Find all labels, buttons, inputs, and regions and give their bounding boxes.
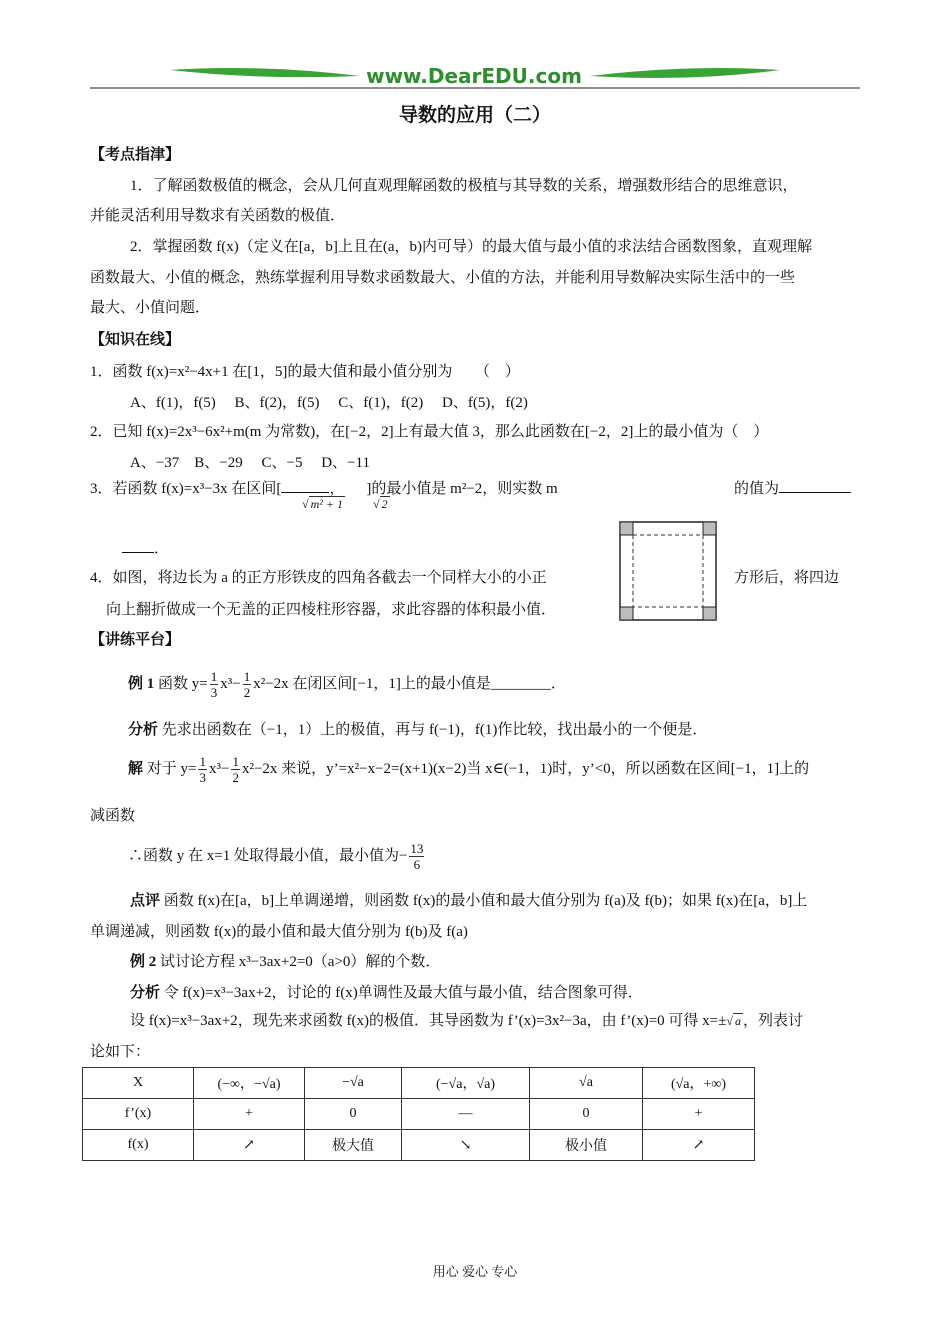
- fraction-thirteen-sixths: $\frac{13}{6}$: [410, 841, 424, 873]
- table-cell: 0: [530, 1099, 643, 1130]
- kaodian-p1-line1: 1．了解函数极值的概念，会从几何直观理解函数的极植与其导数的关系，增强数形结合的思维意识，: [130, 178, 798, 194]
- corner-cut: [620, 607, 633, 620]
- solution-1-label: 解: [128, 761, 144, 777]
- section-heading-kaodian: 【考点指津】: [90, 147, 181, 163]
- corner-cut: [703, 522, 716, 535]
- table-cell: (−∞，−√a): [194, 1068, 305, 1099]
- answer-blank: [122, 538, 154, 553]
- table-cell: 极小值: [530, 1130, 643, 1161]
- example-2-label: 例 2: [130, 954, 157, 970]
- kaodian-p2-line2: 函数最大、小值的概念，熟练掌握利用导数求函数最大、小值的方法，并能利用导数解决实际生活中的一些: [90, 270, 796, 286]
- section-heading-zhishi: 【知识在线】: [90, 332, 181, 348]
- fraction-one-third: $\frac{1}{3}$: [210, 669, 218, 701]
- table-cell: ↘: [402, 1130, 530, 1161]
- analysis-1-label: 分析: [128, 722, 159, 738]
- answer-blank: [779, 478, 851, 493]
- sign-table: [82, 1067, 755, 1161]
- table-cell: 0: [305, 1099, 402, 1130]
- setup-line1: 设 f(x)=x³−3ax+2，现先来求函数 f(x)的极值．其导函数为 f’(x)=3x²−3a，由 f’(x)=0 可得 x=±√ a ，列表讨: [130, 1013, 803, 1029]
- table-cell: (−√a，√a): [402, 1068, 530, 1099]
- fraction-one-third: $\frac{1}{3}$: [199, 754, 206, 786]
- analysis-2-label: 分析: [130, 985, 161, 1001]
- table-row: [83, 1130, 755, 1161]
- sqrt-2: √ 2: [373, 497, 388, 511]
- table-cell: 极大值: [305, 1130, 402, 1161]
- question-1: 1．函数 f(x)=x²−4x+1 在[1，5]的最大值和最小值分别为 （ ）: [90, 364, 520, 380]
- analysis-2: 分析 令 f(x)=x³−3ax+2，讨论的 f(x)单调性及最大值与最小值，结合图象可得．: [130, 985, 643, 1001]
- table-cell: —: [402, 1099, 530, 1130]
- table-row: [83, 1068, 755, 1099]
- question-4-line2: 向上翻折做成一个无盖的正四棱柱形容器，求此容器的体积最小值．: [106, 602, 557, 618]
- question-3-part2: ]的最小值是 m²−2，则实数 m: [366, 481, 558, 497]
- answer-blank: [344, 479, 366, 493]
- question-3-comma: ，: [329, 481, 345, 497]
- kaodian-p2-line1: 2．掌握函数 f(x)（定义在[a，b]上且在(a，b)内可导）的最大值与最小值的求法结合函数图象，直观理解: [130, 239, 813, 255]
- section-heading-jianglian: 【讲练平台】: [90, 632, 181, 648]
- kaodian-p1-line2: 并能灵活利用导数求有关函数的极值．: [90, 208, 346, 224]
- table-row: [83, 1099, 755, 1130]
- page-title: 导数的应用（二）: [398, 105, 551, 126]
- solution-1: 解 对于 y= $\frac{1}{3}$ x³− $\frac{1}{2}$ x²−2x 来说，y’=x²−x−2=(x+1)(x−2)当 x∈(−1，1)时，y’<0，所以函数在区间[−1，1]上的: [128, 754, 810, 786]
- table-cell: ↗: [643, 1130, 755, 1161]
- question-4-line1: 4．如图，将边长为 a 的正方形铁皮的四角各截去一个同样大小的小正: [90, 570, 547, 586]
- setup-line2: 论如下：: [90, 1044, 151, 1060]
- table-cell: √a: [530, 1068, 643, 1099]
- sqrt-a: √ a: [726, 1014, 741, 1028]
- table-cell: −√a: [305, 1068, 402, 1099]
- table-cell: f’(x): [83, 1099, 194, 1130]
- review-1-line2: 单调递减，则函数 f(x)的最小值和最大值分别为 f(b)及 f(a): [90, 924, 468, 940]
- table-cell: X: [83, 1068, 194, 1099]
- question-3-tail: ．: [122, 538, 169, 559]
- example-1: 例 1 函数 y= $\frac{1}{3}$ x³− $\frac{1}{2}$ x²−2x 在闭区间[−1，1]上的最小值是________．: [128, 669, 566, 701]
- fraction-one-half: $\frac{1}{2}$: [232, 754, 239, 786]
- example-1-label: 例 1: [128, 676, 155, 692]
- solution-1-line3: ∴函数 y 在 x=1 处取得最小值，最小值为− $\frac{13}{6}$: [128, 841, 424, 873]
- question-2: 2．已知 f(x)=2x³−6x²+m(m 为常数)，在[−2，2]上有最大值 3，那么此函数在[−2，2]上的最小值为（ ）: [90, 424, 769, 440]
- table-cell: ↗: [194, 1130, 305, 1161]
- answer-blank: [281, 478, 329, 493]
- review-1-line1: 点评 函数 f(x)在[a，b]上单调递增，则函数 f(x)的最小值和最大值分别为 f(a)及 f(b)；如果 f(x)在[a，b]上: [130, 893, 808, 909]
- fraction-one-half: $\frac{1}{2}$: [243, 669, 251, 701]
- header-band: [90, 62, 860, 90]
- square-sheet-figure: [619, 521, 717, 621]
- kaodian-p2-line3: 最大、小值问题．: [90, 300, 211, 316]
- question-2-options: A、−37 B、−29 C、−5 D、−11: [130, 455, 370, 471]
- solution-1-line2: 减函数: [90, 808, 136, 824]
- question-3-part1: 3．若函数 f(x)=x³−3x 在区间[: [90, 481, 282, 497]
- corner-cut: [620, 522, 633, 535]
- page-footer: 用心 爱心 专心: [432, 1264, 518, 1279]
- analysis-1: 分析 先求出函数在（−1，1）上的极值，再与 f(−1)，f(1)作比较，找出最小的一个便是．: [128, 722, 708, 738]
- corner-cut: [703, 607, 716, 620]
- logo-text: www.DearEDU.com: [366, 64, 582, 88]
- example-2: 例 2 试讨论方程 x³−3ax+2=0（a>0）解的个数．: [130, 954, 441, 970]
- question-4-line1-end: 方形后，将四边: [734, 570, 840, 586]
- sqrt-m2-plus-1: √ m² + 1: [302, 497, 343, 511]
- review-label: 点评: [130, 893, 161, 909]
- question-3-part3: 的值为: [734, 478, 851, 499]
- table-cell: (√a，+∞): [643, 1068, 755, 1099]
- table-cell: f(x): [83, 1130, 194, 1161]
- question-1-options: A、f(1)，f(5) B、f(2)，f(5) C、f(1)，f(2) D、f(5)，f(2): [130, 395, 528, 411]
- table-cell: +: [194, 1099, 305, 1130]
- table-cell: +: [643, 1099, 755, 1130]
